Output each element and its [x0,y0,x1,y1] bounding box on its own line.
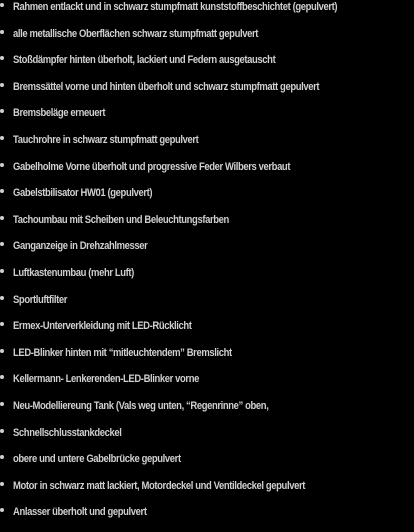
list-item [0,452,414,479]
list-item [0,160,414,187]
list-item-text: obere und untere Gabelbrücke gepulvert [13,453,181,466]
list-item-text: Gabelholme Vorne überholt und progressive Feder Wilbers verbaut [13,160,291,173]
bullet-icon [0,83,4,87]
list-item-text: Luftkastenumbau (mehr Luft) [13,266,134,279]
list-item-text: Ganganzeige in Drehzahlmesser [13,240,148,253]
list-item-text: Anlasser überholt und gepulvert [13,506,147,519]
bullet-icon [0,269,4,273]
bullet-icon [0,136,4,140]
bullet-icon [0,163,4,167]
list-item-text: alle metallische Oberflächen schwarz stumpfmatt gepulvert [13,27,259,40]
bullet-icon [0,109,4,113]
list-item-text: Kellermann- Lenkerenden-LED-Blinker vorne [13,373,200,386]
list-item-text: Neu-Modelliereung Tank (Vals weg unten, “Regenrinne” oben, [13,399,269,412]
list-item-text: Tachoumbau mit Scheiben und Beleuchtungsfarben [13,213,229,226]
list-item-text: Stoßdämpfer hinten überholt, lackiert und Federn ausgetauscht [13,54,276,67]
bullet-icon [0,242,4,246]
list-item [0,479,414,506]
bullet-icon [0,455,4,459]
bullet-icon [0,322,4,326]
bullet-icon [0,30,4,34]
list-item-text: Gabelstbilisator HW01 (gepulvert) [13,187,153,200]
list-item [0,53,414,80]
list-item [0,186,414,213]
bullet-icon [0,349,4,353]
list-item [0,0,414,27]
list-item-text: Motor in schwarz matt lackiert, Motordeckel und Ventildeckel gepulvert [13,479,306,492]
list-item-text: Tauchrohre in schwarz stumpfmatt gepulvert [13,133,199,146]
list-item [0,505,414,532]
bullet-icon [0,296,4,300]
list-item-text: Bremsbeläge erneuert [13,107,106,120]
list-item [0,426,414,453]
bullet-icon [0,375,4,379]
list-item [0,319,414,346]
bullet-icon [0,3,4,7]
list-item [0,346,414,373]
bullet-icon [0,216,4,220]
bullet-icon [0,402,4,406]
list-item-text: Ermex-Unterverkleidung mit LED-Rücklicht [13,320,192,333]
bullet-icon [0,508,4,512]
bullet-icon [0,56,4,60]
list-item [0,27,414,54]
list-item-text: Rahmen entlackt und in schwarz stumpfmatt kunststoffbeschichtet (gepulvert) [13,1,338,13]
bullet-icon [0,482,4,486]
bullet-icon [0,189,4,193]
list-item-text: LED-Blinker hinten mit “mitleuchtendem” Bremslicht [13,346,232,359]
list-item [0,372,414,399]
bullet-icon [0,429,4,433]
list-item [0,399,414,426]
list-item [0,293,414,320]
list-item [0,213,414,240]
list-item-text: Bremssättel vorne und hinten überholt und schwarz stumpfmatt gepulvert [13,80,320,93]
list-item [0,239,414,266]
list-item [0,80,414,107]
list-item-text: Sportluftfilter [13,293,68,306]
list-item [0,133,414,160]
list-item-text: Schnellschlusstankdeckel [13,426,122,439]
list-item [0,266,414,293]
list-item [0,106,414,133]
